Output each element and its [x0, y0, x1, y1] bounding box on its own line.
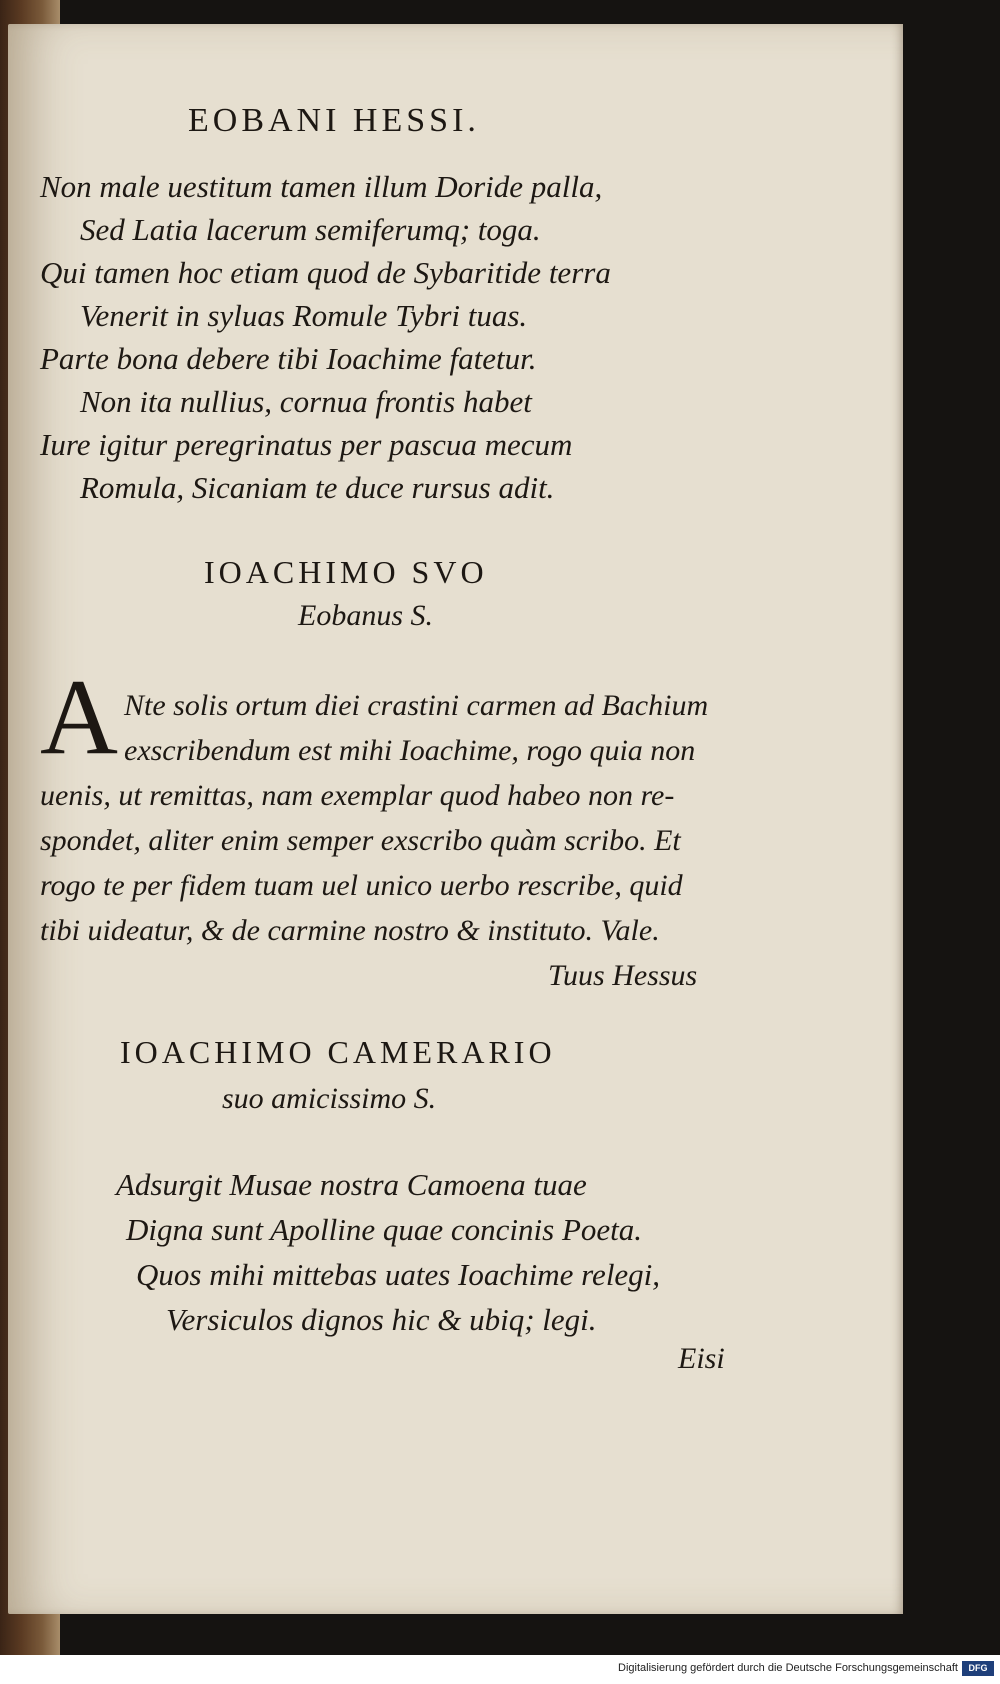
poem-line: Non male uestitum tamen illum Doride palla,	[40, 169, 603, 204]
poem-line: Romula, Sicaniam te duce rursus adit.	[80, 470, 555, 505]
letter-line: rogo te per fidem tuam uel unico uerbo rescribe, quid	[40, 869, 683, 902]
letter-line: spondet, aliter enim semper exscribo quàm scribo. Et	[40, 824, 681, 857]
drop-cap: A	[40, 658, 118, 777]
page-content	[8, 24, 903, 1614]
poem-line: Qui tamen hoc etiam quod de Sybaritide terra	[40, 255, 611, 290]
letter-heading: IOACHIMO CAMERARIO	[120, 1034, 556, 1070]
letter-subheading: Eobanus S.	[298, 599, 433, 632]
dfg-logo: DFG	[962, 1661, 994, 1676]
footer-credit: Digitalisierung gefördert durch die Deutsche Forschungsgemeinschaft	[618, 1662, 958, 1674]
poem-line: Venerit in syluas Romule Tybri tuas.	[80, 298, 528, 333]
poem-line: Quos mihi mittebas uates Ioachime relegi,	[136, 1257, 661, 1292]
letter-line: uenis, ut remittas, nam exemplar quod habeo non re-	[40, 779, 675, 812]
letter-line: exscribendum est mihi Ioachime, rogo quia non	[124, 734, 696, 767]
letter-subheading: suo amicissimo S.	[222, 1082, 437, 1115]
letter-line: Nte solis ortum diei crastini carmen ad Bachium	[124, 689, 709, 722]
letter-heading: IOACHIMO SVO	[204, 554, 488, 590]
poem-line: Adsurgit Musae nostra Camoena tuae	[116, 1167, 587, 1202]
poem-line: Iure igitur peregrinatus per pascua mecum	[40, 427, 573, 462]
poem-line: Digna sunt Apolline quae concinis Poeta.	[126, 1212, 643, 1247]
catchword: Eisi	[678, 1342, 725, 1375]
running-head: EOBANI HESSI.	[188, 102, 480, 139]
book-page	[8, 24, 903, 1614]
poem-line: Versiculos dignos hic & ubiq; legi.	[166, 1302, 597, 1337]
letter-line: tibi uideatur, & de carmine nostro & instituto. Vale.	[40, 914, 660, 947]
poem-line: Sed Latia lacerum semiferumq; toga.	[80, 212, 541, 247]
footer	[0, 1655, 1000, 1684]
letter-signature: Tuus Hessus	[548, 959, 698, 992]
poem-line: Parte bona debere tibi Ioachime fatetur.	[40, 341, 537, 376]
poem-line: Non ita nullius, cornua frontis habet	[80, 384, 532, 419]
